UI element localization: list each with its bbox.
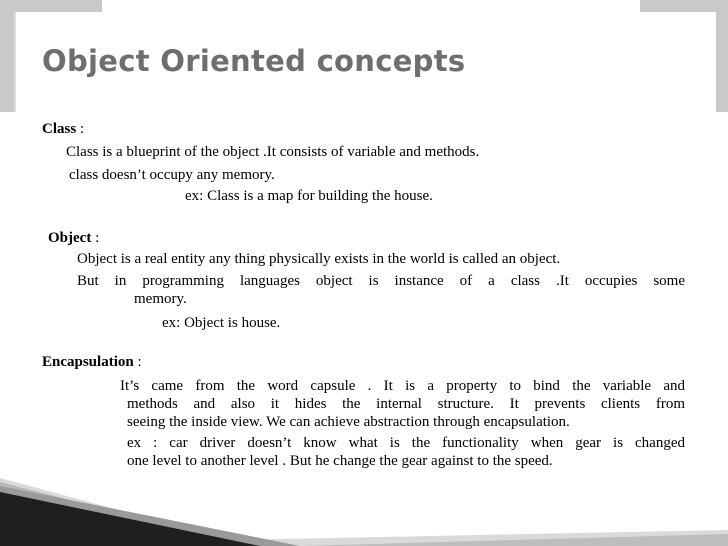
encapsulation-heading [42,353,142,371]
class-line-1: Class is a blueprint of the object .It consists of variable and methods. [66,144,480,160]
encapsulation-line-2: methods and also it hides the internal structure. It prevents clients from [127,396,685,412]
encapsulation-example-1: ex : car driver doesn’t know what is the functionality when gear is changed [127,435,685,451]
slide-title: Object Oriented concepts [42,44,466,78]
class-label: Class [42,121,77,137]
class-heading [42,120,84,138]
class-colon: : [76,121,85,137]
encapsulation-line-1: It’s came from the word capsule . It is a property to bind the variable and [120,378,685,394]
encapsulation-colon: : [133,354,142,370]
encapsulation-example-2: one level to another level . But he change the gear against to the speed. [127,453,553,469]
encapsulation-line-3: seeing the inside view. We can achieve abstraction through encapsulation. [127,414,570,430]
encapsulation-label: Encapsulation [42,354,134,370]
bottom-swoosh [0,478,728,546]
object-example: ex: Object is house. [162,315,281,331]
object-label: Object [48,230,92,246]
object-colon: : [91,230,100,246]
top-right-bracket [640,0,728,112]
object-line-2: But in programming languages object is instance of a class .It occupies some [77,273,685,289]
object-heading [48,229,99,247]
object-line-3: memory. [134,291,187,307]
object-line-1: Object is a real entity any thing physically exists in the world is called an object. [77,251,561,267]
class-line-2: class doesn’t occupy any memory. [69,167,275,183]
class-example: ex: Class is a map for building the house. [185,188,433,204]
